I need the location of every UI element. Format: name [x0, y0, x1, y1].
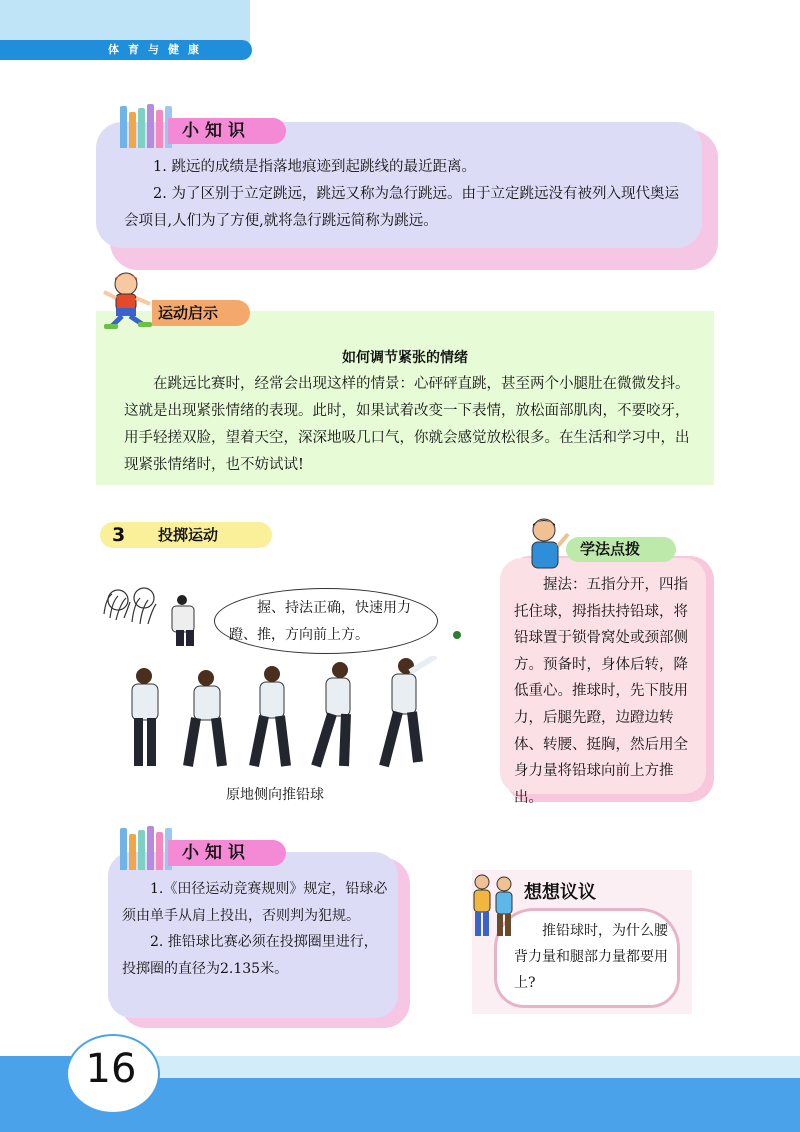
- knowledge-2-text: [122, 876, 388, 982]
- skater-boy-icon: [100, 270, 156, 332]
- books-icon: [120, 104, 172, 148]
- bubble-text: 握、持法正确，快速用力蹬、推，方向前上方。: [229, 600, 411, 643]
- section-title: 投掷运动: [158, 526, 219, 544]
- knowledge-1-para-2: 2. 为了区别于立定跳远，跳远又称为急行跳远。由于立定跳远没有被列入现代奥运会项目,人们为了方便,就将急行跳远简称为跳远。: [124, 186, 679, 229]
- figure-caption: 原地侧向推铅球: [226, 787, 324, 803]
- speech-bubble: [214, 588, 438, 654]
- discuss-title: 想想议议: [524, 882, 596, 903]
- books-icon: [120, 826, 172, 870]
- page-number: 16: [85, 1046, 137, 1092]
- knowledge-2-para-2: 2. 推铅球比赛必须在投掷圈里进行，投掷圈的直径为2.135米。: [122, 934, 378, 977]
- footer-light-strip: [150, 1056, 800, 1078]
- sports-insight-tab: 运动启示: [152, 300, 250, 326]
- sports-insight-box: [96, 311, 714, 485]
- sports-insight-body: 在跳远比赛时，经常会出现这样的情景：心砰砰直跳，甚至两个小腿肚在微微发抖。这就是出现紧张情绪的表现。此时，如果试着改变一下表情，放松面部肌肉，不要咬牙，用手轻搓双脸，望着天空，深深地吸几口气，你就会感觉放松很多。在生活和学习中，出现紧张情绪时，也不妨试试!: [124, 376, 690, 473]
- discuss-body: 推铅球时，为什么腰背力量和腿部力量都要用上?: [514, 923, 668, 991]
- shot-put-grip-illustration: [98, 584, 208, 646]
- shot-put-sequence-illustration: [118, 656, 448, 776]
- knowledge-1-para-1: 1. 跳远的成绩是指落地痕迹到起跳线的最近距离。: [153, 159, 476, 175]
- boy-pointing-icon: [522, 516, 570, 570]
- learning-tip-body: 握法：五指分开，四指托住球，拇指扶持铅球，将铅球置于锁骨窝处或颈部侧方。预备时，身体后转，降低重心。推球时，先下肢用力，后腿先蹬，边蹬边转体、转腰、挺胸，然后用全身力量将铅球向前上方推出。: [514, 577, 688, 806]
- knowledge-1-text: [124, 154, 684, 235]
- knowledge-box-2: [108, 852, 398, 1018]
- header-title: 体育与健康: [0, 40, 252, 60]
- section-3-title-bar: [100, 522, 272, 548]
- learning-tip-tab: 学法点拨: [566, 537, 676, 562]
- sports-insight-heading: 如何调节紧张的情绪: [342, 350, 468, 366]
- shot-ball-icon: [452, 630, 462, 640]
- knowledge-2-para-1: 1.《田径运动竞赛规则》规定，铅球必须由单手从肩上投出，否则判为犯规。: [122, 881, 388, 924]
- knowledge-1-title: 小知识: [168, 118, 286, 144]
- learning-tip-box: [500, 558, 706, 806]
- section-number: 3: [112, 524, 126, 546]
- knowledge-2-title: 小知识: [168, 840, 286, 866]
